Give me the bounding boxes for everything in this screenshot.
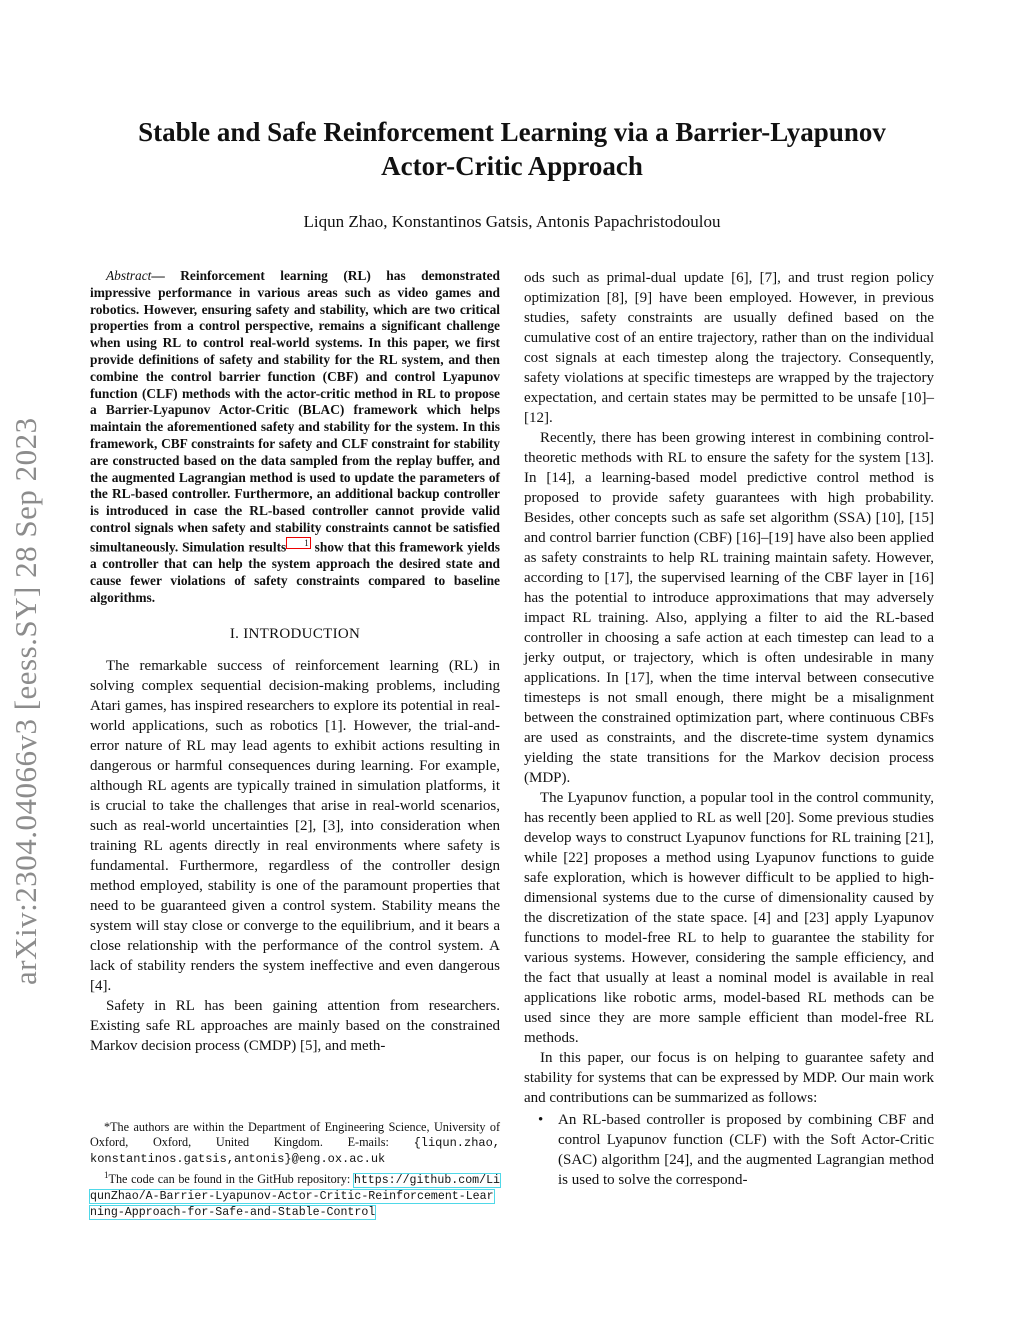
authors-footnote-text: *The authors are within the Department of Engineering Science, University of Oxford, Oxford, United Kingdom. E-mails:: [90, 1120, 500, 1150]
bullet-text: An RL-based controller is proposed by combining CBF and control Lyapunov function (CLF) with the Soft Actor-Critic (SAC) algorithm [24], and the augmented Lagrangian method is used to solve the correspond-: [558, 1112, 934, 1188]
abstract: [90, 268, 500, 606]
code-footnote-mark: 1: [104, 1169, 109, 1180]
paper-title: [90, 115, 934, 183]
left-column: [90, 268, 500, 1056]
title-line-2: Actor-Critic Approach: [381, 151, 643, 181]
contributions-list: [524, 1110, 934, 1190]
author-emails: {liqun.zhao, konstantinos.gatsis,antonis}@eng.ox.ac.uk: [90, 1136, 500, 1167]
right-paragraph-continued: ods such as primal-dual update [6], [7], and trust region policy optimization [8], [9] have been employed. However, in previous studies, safety constraints are usually defined based on the cumulative cost of an entire trajectory, rather than on the individual cost signals at each timestep along the trajectory. Consequently, safety violations at specific timesteps are wrapped by the trajectory expectation, and certain states may be permitted to be unsafe [10]–[12].: [524, 270, 934, 426]
footnote-link[interactable]: 1: [286, 537, 311, 549]
title-line-1: Stable and Safe Reinforcement Learning via a Barrier-Lyapunov: [138, 117, 886, 147]
right-paragraph-2: The Lyapunov function, a popular tool in the control community, has recently been applied to RL as well [20]. Some previous studies develop ways to construct Lyapunov functions for RL training [21], while [22] proposes a method using Lyapunov functions to guide safe exploration, which is however difficult to be applied to high-dimensional systems due to the curse of dimensionality caused by the discretization of the state space. [4] and [23] apply Lyapunov functions to model-free RL to help to guarantee the stability for various systems. However, considering the sample efficiency, and the fact that usually at least a nominal model is available in real applications like robotic arms, model-based RL methods can be used since they are more sample efficient than model-free RL methods.: [524, 790, 934, 1046]
code-footnote-text: The code can be found in the GitHub repository:: [108, 1171, 354, 1186]
right-paragraph-1: Recently, there has been growing interest in combining control-theoretic methods with RL to ensure the safety for the system [13]. In [14], a learning-based model predictive control method is proposed to provide safety guarantees with high probability. Besides, other concepts such as safe set algorithm (SSA) [10], [15] and control barrier function (CBF) [16]–[19] have also been applied as safety constraints to help RL training maintain safety. However, according to [17], the supervised learning of the CBF layer in [16] has the potential to introduce approximations that may adversely impact RL training. Also, applying a filter to aid the RL-based controller in choosing a safe action at each timestep can lead to a jerky output, or trajectory, which is often undesirable in many applications. In [17], when the time interval between consecutive timesteps is not small enough, there might be a misalignment between the constrained optimization part, where continuous CBFs are used as constraints, and the discrete-time system dynamics yielding the state transitions for the Markov decision process (MDP).: [524, 430, 934, 786]
abstract-text-before: Reinforcement learning (RL) has demonstrated impressive performance in various areas such as video games and robotics. However, ensuring safety and stability, which are two critical properties from a control perspective, remains a significant challenge when using RL to control real-world systems. In this paper, we first provide definitions of safety and stability for the RL system, and then combine the control barrier function (CBF) and control Lyapunov function (CLF) methods with the actor-critic method in RL to propose a Barrier-Lyapunov Actor-Critic (BLAC) framework which helps maintain the aforementioned safety and stability for the system. In this framework, CBF constraints for safety and CLF constraint for stability are constructed based on the data sampled from the replay buffer, and the augmented Lagrangian method is used to update the parameters of the RL-based controller. Furthermore, an additional backup controller is introduced in case the RL-based controller cannot provide valid control signals when safety and stability constraints cannot be satisfied simultaneously. Simulation results: [90, 268, 500, 555]
right-paragraph-3: In this paper, our focus is on helping to guarantee safety and stability for systems that can be expressed by MDP. Our main work and contributions can be summarized as follows:: [524, 1050, 934, 1106]
authors-footnote: [90, 1120, 500, 1168]
abstract-label: Abstract: [106, 268, 152, 283]
abstract-text-after: show that this framework yields a controller that can help the system approach the desired state and cause fewer violations of safety constraints compared to baseline algorithms.: [90, 539, 500, 605]
list-item: [524, 1110, 934, 1190]
intro-paragraph-2: Safety in RL has been gaining attention from researchers. Existing safe RL approaches are mainly based on the constrained Markov decision process (CMDP) [5], and meth-: [90, 998, 500, 1055]
intro-paragraph-1: The remarkable success of reinforcement learning (RL) in solving complex sequential decision-making problems, including Atari games, has inspired researchers to explore its potential in real-world applications, such as robotics [1]. However, the trial-and-error nature of RL may lead agents to exhibit actions resulting in dangerous or harmful consequences during learning. For example, although RL agents are typically trained in simulation platforms, it is crucial to take the challenges that arise in real-world scenarios, such as real-world uncertainties [2], [3], into consideration when training RL agents directly in real environments where safety is fundamental. Furthermore, regardless of the controller design method employed, stability is one of the paramount properties that need to be guaranteed given a control system. Stability means the system will stay close or converge to the equilibrium, and it bears a close relationship with the performance of the control system. A lack of stability renders the system ineffective and even dangerous [4].: [90, 658, 500, 995]
section-heading: I. INTRODUCTION: [229, 626, 361, 643]
footnotes: [90, 1120, 500, 1220]
bullet-glyph: •: [538, 1112, 544, 1128]
right-column: [524, 268, 934, 1190]
author-list: Liqun Zhao, Konstantinos Gatsis, Antonis Papachristodoulou: [303, 212, 721, 231]
github-repo-link[interactable]: https://github.com/LiqunZhao/A-Barrier-Lyapunov-Actor-Critic-Reinforcement-Learning-Approach-for-Safe-and-Stable-Control: [90, 1173, 500, 1220]
arxiv-identifier[interactable]: arXiv:2304.04066v3 [eess.SY] 28 Sep 2023: [8, 417, 43, 985]
abstract-dash: —: [151, 268, 181, 283]
code-footnote: [90, 1168, 500, 1221]
